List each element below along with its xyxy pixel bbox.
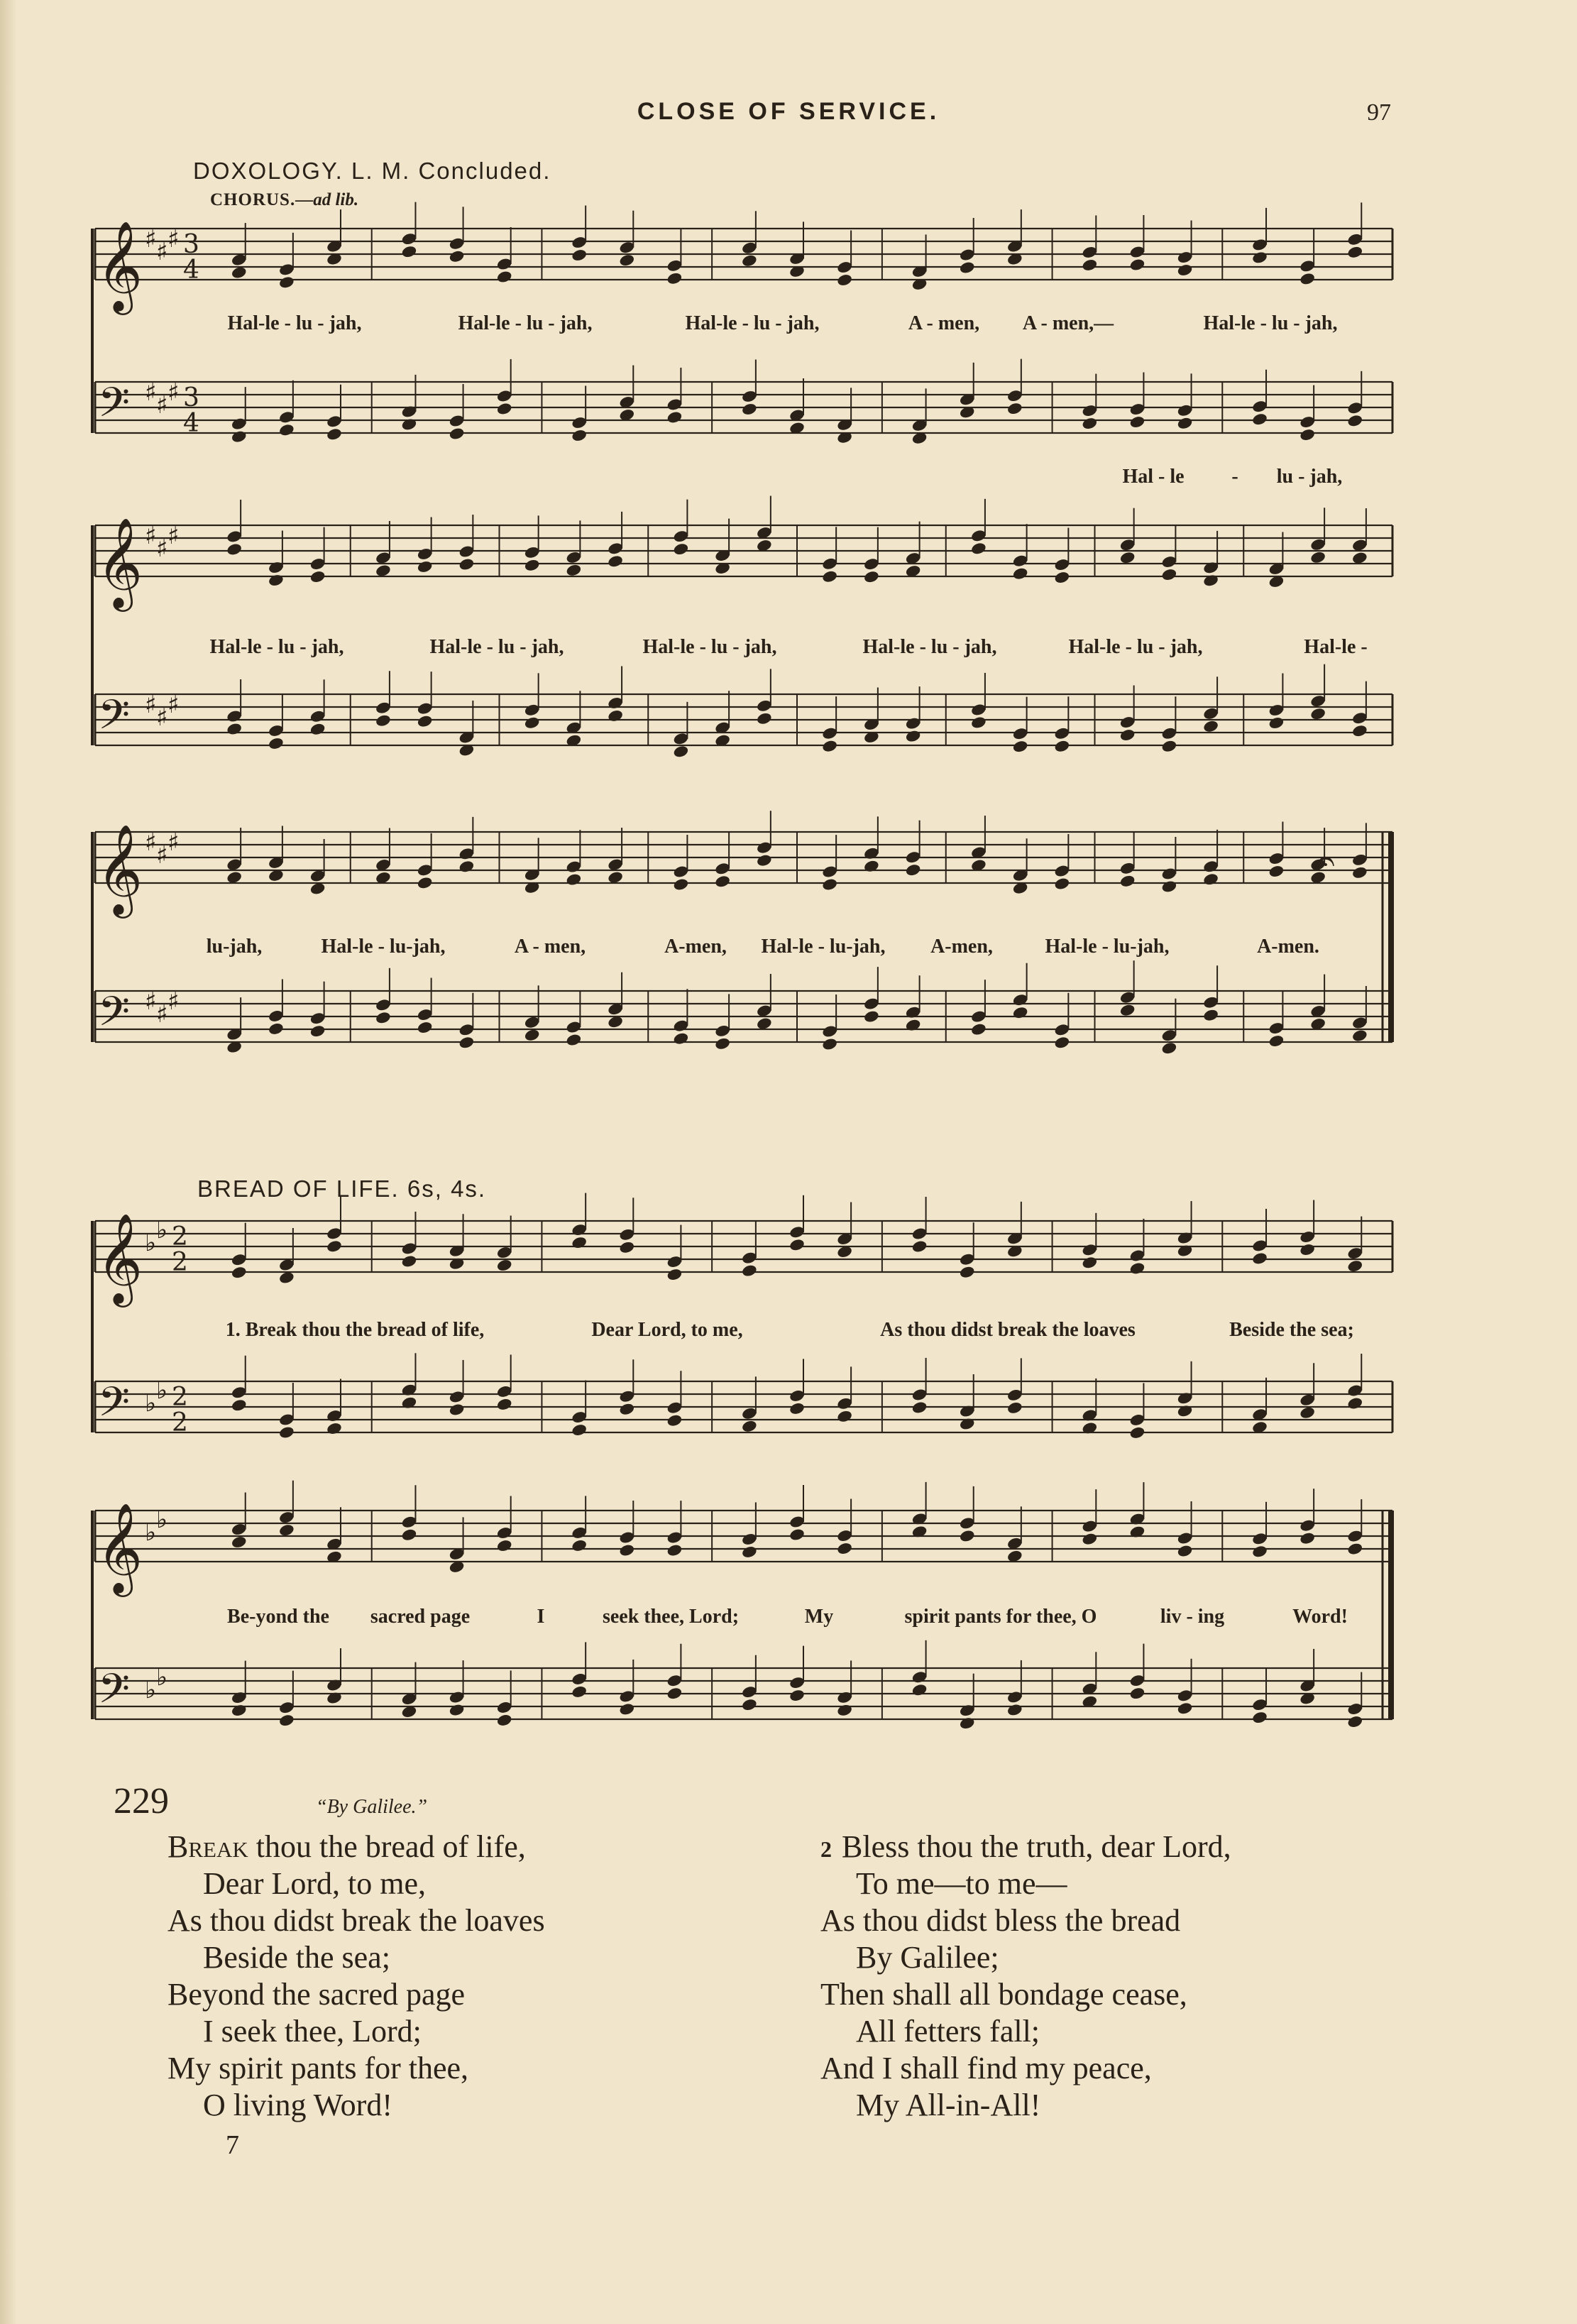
signature-mark: 7 xyxy=(226,2130,239,2160)
note-head xyxy=(268,1021,285,1036)
note-head xyxy=(1129,1425,1146,1440)
note-head xyxy=(863,570,880,584)
note-head xyxy=(1082,1256,1099,1270)
lyric: spirit pants for thee, O xyxy=(904,1606,1097,1628)
lyric: Word! xyxy=(1292,1606,1348,1628)
note-head xyxy=(741,402,758,416)
note-head xyxy=(1268,1034,1285,1048)
key-flat: ♭ xyxy=(156,1216,168,1244)
note-head xyxy=(571,1538,588,1552)
lyric: Beside the sea; xyxy=(1229,1319,1354,1341)
note-head xyxy=(741,253,758,268)
note-head xyxy=(326,1422,343,1436)
note-head xyxy=(1006,1401,1023,1415)
bread-title: BREAD OF LIFE. 6s, 4s. xyxy=(197,1175,487,1202)
note-head xyxy=(1251,1251,1268,1266)
key-flat: ♭ xyxy=(145,1676,157,1704)
note-head xyxy=(417,714,434,728)
note-head xyxy=(458,1036,476,1050)
note-head xyxy=(571,1423,588,1437)
verse-line: My All-in-All! xyxy=(856,2088,1041,2122)
note-head xyxy=(401,1396,418,1410)
lyric: Hal-le - lu - jah, xyxy=(429,636,564,658)
note-head xyxy=(821,569,838,583)
note-head xyxy=(618,1240,635,1254)
key-flat: ♭ xyxy=(156,1663,168,1692)
note-head xyxy=(959,1529,976,1543)
lyric: Hal-le - lu-jah, xyxy=(1045,936,1170,958)
note-head xyxy=(741,1419,758,1433)
lyric: I xyxy=(537,1606,545,1628)
note-head xyxy=(1346,414,1363,428)
lyric: Hal-le - lu - jah, xyxy=(458,312,593,334)
note-head xyxy=(618,1402,635,1416)
key-flat: ♭ xyxy=(145,1389,157,1418)
note-head xyxy=(788,1528,806,1542)
note-head xyxy=(1351,865,1368,879)
key-sharp: ♯ xyxy=(167,828,180,857)
note-head xyxy=(1161,1041,1178,1056)
key-sharp: ♯ xyxy=(145,225,157,253)
lyric: Hal-le - lu-jah, xyxy=(321,936,446,958)
lyric: A-men, xyxy=(930,936,993,958)
note-head xyxy=(1268,865,1285,879)
key-sharp: ♯ xyxy=(156,238,168,266)
note-head xyxy=(1299,1531,1316,1545)
verse-line: All fetters fall; xyxy=(856,2014,1040,2049)
hymn-number: 229 xyxy=(114,1781,169,1821)
key-sharp: ♯ xyxy=(167,522,180,550)
treble-clef-icon: 𝄞 xyxy=(97,517,143,608)
lyric: As thou didst break the loaves xyxy=(880,1319,1136,1341)
note-head xyxy=(1012,566,1029,581)
note-head xyxy=(1012,740,1029,754)
note-head xyxy=(970,542,987,556)
verse-first-word: Break xyxy=(167,1829,248,1864)
note-head xyxy=(1299,1243,1316,1257)
note-head xyxy=(278,1425,295,1440)
note-head xyxy=(741,1264,758,1278)
note-head xyxy=(1346,1259,1363,1273)
key-sharp: ♯ xyxy=(156,703,168,732)
note-head xyxy=(571,248,588,263)
note-head xyxy=(1309,550,1326,564)
note-head xyxy=(458,557,476,571)
note-head xyxy=(1309,707,1326,721)
note-head xyxy=(1129,1687,1146,1701)
note-head xyxy=(911,1683,928,1697)
note-head xyxy=(1299,272,1316,286)
note-head xyxy=(231,429,248,444)
note-head xyxy=(417,559,434,574)
note-head xyxy=(821,739,838,753)
lyric: Hal - le xyxy=(1122,466,1185,488)
note-head xyxy=(1202,872,1219,887)
lyric: Hal-le - lu - jah, xyxy=(1203,312,1338,334)
note-head xyxy=(863,1009,880,1024)
note-head xyxy=(226,722,243,736)
note-head xyxy=(566,872,583,887)
note-head xyxy=(607,708,624,723)
verse-line: Beyond the sacred page xyxy=(167,1977,466,2012)
key-sharp: ♯ xyxy=(145,691,157,719)
note-head xyxy=(1129,1261,1146,1276)
note-head xyxy=(1268,716,1285,730)
lyric: Hal-le - xyxy=(1304,636,1368,658)
note-head xyxy=(1351,1029,1368,1043)
key-sharp: ♯ xyxy=(145,987,157,1016)
note-head xyxy=(268,736,285,750)
note-head xyxy=(496,1539,513,1553)
verse-line: Beside the sea; xyxy=(203,1940,390,1975)
note-head xyxy=(524,716,541,730)
double-bar-line xyxy=(1388,1511,1394,1719)
note-head xyxy=(673,542,690,557)
note-head xyxy=(496,402,513,416)
lyric: Be-yond the xyxy=(227,1606,329,1628)
note-head xyxy=(571,429,588,443)
note-head xyxy=(1129,415,1146,429)
note-head xyxy=(309,570,326,584)
note-head xyxy=(1351,724,1368,738)
note-head xyxy=(1202,1008,1219,1022)
note-head xyxy=(326,427,343,442)
note-head xyxy=(673,1031,690,1046)
lyric: Hal-le - lu - jah, xyxy=(685,312,820,334)
note-head xyxy=(231,1266,248,1280)
note-head xyxy=(1346,1715,1363,1729)
note-head xyxy=(1177,1701,1194,1716)
key-sharp: ♯ xyxy=(167,225,180,253)
note-head xyxy=(618,1702,635,1716)
lyric: A - men, xyxy=(908,312,980,334)
note-head xyxy=(375,713,392,728)
time-signature: 2 xyxy=(172,1248,188,1277)
note-head xyxy=(1251,412,1268,427)
note-head xyxy=(666,1413,683,1427)
note-head xyxy=(1161,568,1178,582)
verse-2 xyxy=(820,1829,1231,2124)
note-head xyxy=(714,875,731,889)
note-head xyxy=(417,876,434,890)
verse-line: Break thou the bread of life, xyxy=(167,1829,526,1864)
bass-clef-icon: 𝄢 xyxy=(98,1665,131,1723)
note-head xyxy=(278,275,295,290)
page-number: 97 xyxy=(1367,99,1391,126)
note-head xyxy=(666,410,683,424)
note-head xyxy=(268,574,285,588)
treble-clef-icon: 𝄞 xyxy=(97,1212,143,1303)
verse-line: I seek thee, Lord; xyxy=(203,2014,422,2049)
lyric: A-men. xyxy=(1257,936,1319,958)
note-head xyxy=(788,1401,806,1415)
note-head xyxy=(714,1036,731,1051)
note-head xyxy=(226,542,243,557)
verse-1 xyxy=(167,1829,545,2124)
lyric: lu-jah, xyxy=(206,936,263,958)
note-head xyxy=(524,1028,541,1042)
time-signature: 2 xyxy=(172,1222,188,1251)
key-sharp: ♯ xyxy=(156,841,168,870)
treble-clef-icon: 𝄞 xyxy=(97,1502,143,1593)
note-head xyxy=(673,745,690,759)
note-head xyxy=(1012,1006,1029,1020)
verse-line: Then shall all bondage cease, xyxy=(820,1977,1187,2012)
lyric: Hal-le - lu-jah, xyxy=(761,936,886,958)
note-head xyxy=(911,1401,928,1415)
verse-line: By Galilee; xyxy=(856,1940,999,1975)
note-head xyxy=(1299,428,1316,442)
lyric: Hal-le - lu - jah, xyxy=(1068,636,1203,658)
note-head xyxy=(278,423,295,437)
lyric: Hal-le - lu - jah, xyxy=(227,312,362,334)
note-head xyxy=(231,1704,248,1718)
note-head xyxy=(1161,879,1178,894)
lyric: Dear Lord, to me, xyxy=(591,1319,743,1341)
note-head xyxy=(1082,1532,1099,1546)
note-head xyxy=(607,554,624,569)
note-head xyxy=(1119,1003,1136,1017)
note-head xyxy=(231,1535,248,1550)
verse-line: O living Word! xyxy=(203,2088,392,2122)
note-head xyxy=(1054,877,1071,891)
key-flat: ♭ xyxy=(156,1376,168,1405)
note-head xyxy=(278,1523,295,1538)
verse-line: Dear Lord, to me, xyxy=(203,1866,426,1901)
time-signature: 2 xyxy=(172,1408,188,1437)
note-head xyxy=(309,722,326,736)
note-head xyxy=(449,427,466,441)
doxology-title: DOXOLOGY. L. M. Concluded. xyxy=(193,158,551,184)
note-head xyxy=(1129,1525,1146,1539)
key-sharp: ♯ xyxy=(156,535,168,563)
verse-line: As thou didst break the loaves xyxy=(167,1903,545,1938)
note-head xyxy=(836,1542,853,1556)
time-signature: 4 xyxy=(183,256,199,285)
note-head xyxy=(417,1021,434,1035)
note-head xyxy=(401,1254,418,1268)
key-sharp: ♯ xyxy=(145,378,157,407)
note-head xyxy=(618,253,635,268)
key-sharp: ♯ xyxy=(156,391,168,420)
note-head xyxy=(1177,1404,1194,1418)
key-sharp: ♯ xyxy=(167,987,180,1016)
note-head xyxy=(524,558,541,572)
note-head xyxy=(905,1018,922,1032)
note-head xyxy=(566,563,583,577)
lyric: seek thee, Lord; xyxy=(602,1606,740,1628)
note-head xyxy=(401,1528,418,1542)
note-head xyxy=(1251,1545,1268,1559)
lyric: Hal-le - lu - jah, xyxy=(209,636,344,658)
time-signature: 2 xyxy=(172,1383,188,1412)
note-head xyxy=(1054,739,1071,753)
note-head xyxy=(1202,574,1219,588)
lyric: A-men, xyxy=(664,936,727,958)
note-head xyxy=(1299,1405,1316,1420)
bass-clef-icon: 𝄢 xyxy=(98,691,131,749)
running-head: CLOSE OF SERVICE. xyxy=(637,98,940,125)
lyric: lu - jah, xyxy=(1276,466,1343,488)
key-sharp: ♯ xyxy=(145,522,157,550)
note-head xyxy=(666,1268,683,1282)
treble-clef-icon: 𝄞 xyxy=(97,220,143,311)
time-signature: 4 xyxy=(183,409,199,438)
note-head xyxy=(821,1037,838,1051)
note-head xyxy=(821,877,838,892)
key-flat: ♭ xyxy=(145,1518,157,1547)
key-flat: ♭ xyxy=(156,1506,168,1534)
bass-clef-icon: 𝄢 xyxy=(98,987,131,1046)
note-head xyxy=(1119,551,1136,565)
note-head xyxy=(496,1259,513,1273)
note-head xyxy=(309,1024,326,1038)
verse-number: 2 xyxy=(820,1836,832,1862)
verse-line: And I shall find my peace, xyxy=(820,2051,1152,2085)
note-head xyxy=(1054,1036,1071,1050)
lyric: My xyxy=(804,1606,834,1628)
lyric: Hal-le - lu - jah, xyxy=(862,636,997,658)
verse-line: My spirit pants for thee, xyxy=(167,2051,469,2085)
lyric: A - men,— xyxy=(1022,312,1114,334)
lyric: A - men, xyxy=(514,936,586,958)
note-head xyxy=(741,1698,758,1712)
note-head xyxy=(1177,263,1194,278)
bass-clef-icon: 𝄢 xyxy=(98,378,131,437)
note-head xyxy=(566,1033,583,1047)
key-sharp: ♯ xyxy=(167,691,180,719)
note-head xyxy=(375,1011,392,1025)
note-head xyxy=(1251,1711,1268,1725)
key-sharp: ♯ xyxy=(156,1000,168,1029)
note-head xyxy=(959,1265,976,1279)
note-head xyxy=(756,853,773,867)
note-head xyxy=(1202,719,1219,733)
tempo-text: —ad lib. xyxy=(295,190,359,209)
lyric: sacred page xyxy=(370,1606,471,1628)
note-head xyxy=(970,1022,987,1036)
note-head xyxy=(1006,1703,1023,1717)
key-sharp: ♯ xyxy=(167,378,180,407)
note-head xyxy=(449,1403,466,1417)
note-head xyxy=(571,1236,588,1250)
note-head xyxy=(970,716,987,730)
note-head xyxy=(618,1543,635,1557)
verse-line: 2 Bless thou the truth, dear Lord, xyxy=(820,1829,1231,1864)
note-head xyxy=(1177,1544,1194,1558)
note-head xyxy=(231,1398,248,1413)
note-head xyxy=(788,1689,806,1703)
note-head xyxy=(1082,417,1099,431)
note-head xyxy=(1006,402,1023,416)
bass-clef-icon: 𝄢 xyxy=(98,1378,131,1436)
note-head xyxy=(905,863,922,877)
time-signature: 3 xyxy=(183,383,199,412)
lyric: 1. Break thou the bread of life, xyxy=(225,1319,485,1341)
note-head xyxy=(666,1543,683,1557)
chorus-label: CHORUS. xyxy=(210,190,296,209)
hymn-tune-note: “By Galilee.” xyxy=(316,1796,428,1818)
note-head xyxy=(756,711,773,725)
fermata-icon: 𝄐 xyxy=(1317,841,1335,879)
note-head xyxy=(1161,739,1178,753)
note-head xyxy=(401,245,418,259)
note-head xyxy=(741,1545,758,1559)
note-head xyxy=(836,1703,853,1717)
note-head xyxy=(959,261,976,275)
key-sharp: ♯ xyxy=(145,828,157,857)
lyric: Hal-le - lu - jah, xyxy=(642,636,777,658)
note-head xyxy=(1346,1542,1363,1556)
lyric: liv - ing xyxy=(1160,1606,1225,1628)
note-head xyxy=(911,1239,928,1254)
note-head xyxy=(449,1703,466,1717)
verse-line: As thou didst bless the bread xyxy=(820,1903,1181,1938)
note-head xyxy=(836,1409,853,1423)
note-head xyxy=(1251,251,1268,265)
time-signature: 3 xyxy=(183,230,199,259)
note-head xyxy=(1119,728,1136,742)
note-head xyxy=(673,877,690,892)
key-flat: ♭ xyxy=(145,1229,157,1257)
note-head xyxy=(836,273,853,287)
note-head xyxy=(959,1716,976,1731)
note-head xyxy=(496,1397,513,1411)
note-head xyxy=(905,729,922,743)
note-head xyxy=(1054,571,1071,585)
note-head xyxy=(863,859,880,873)
note-head xyxy=(326,1239,343,1254)
note-head xyxy=(1346,245,1363,259)
lyric: - xyxy=(1231,466,1238,488)
double-bar-line xyxy=(1388,832,1394,1042)
note-head xyxy=(571,1684,588,1699)
note-head xyxy=(666,271,683,285)
note-head xyxy=(496,270,513,284)
note-head xyxy=(496,1713,513,1727)
verse-line: To me—to me— xyxy=(856,1866,1067,1901)
note-head xyxy=(1129,258,1146,272)
note-head xyxy=(788,1238,806,1252)
note-head xyxy=(458,860,476,874)
note-head xyxy=(278,1714,295,1728)
note-head xyxy=(666,1687,683,1701)
note-head xyxy=(1346,1396,1363,1410)
note-head xyxy=(1082,258,1099,272)
note-head xyxy=(1119,874,1136,888)
treble-clef-icon: 𝄞 xyxy=(97,823,143,914)
note-head xyxy=(1177,416,1194,430)
note-head xyxy=(449,249,466,263)
